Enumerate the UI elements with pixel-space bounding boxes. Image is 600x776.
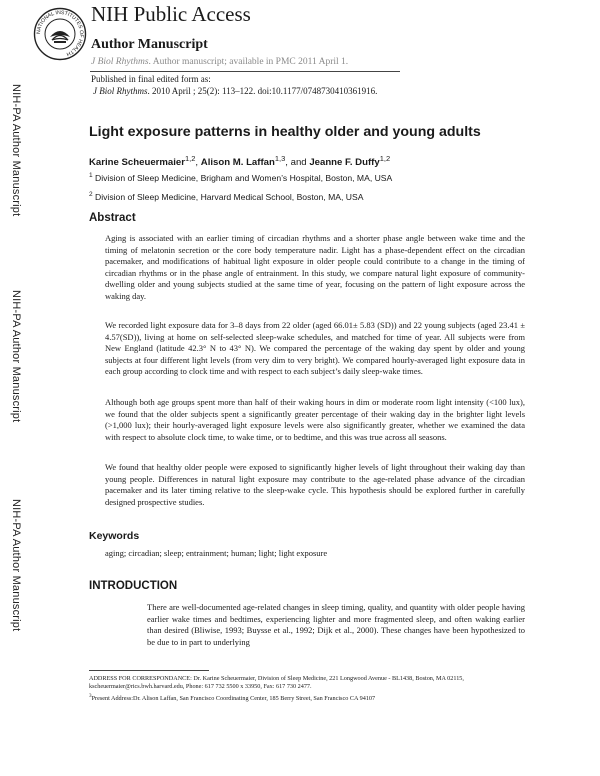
introduction-heading: INTRODUCTION: [89, 580, 178, 592]
abstract-paragraph: We recorded light exposure data for 3–8 days from 22 older (aged 66.01± 5.83 (SD)) and 22 young subjects (aged 23.41 ± 4.57(SD)), living at home on self-selected sleep-wake schedules, and matched for time of year. All subjects were from New England (latitude 42.3° N to 43° N). We compared the percentage of the waking day spent by older and young subjects at four different light levels (from very dim to very bright). We compared hourly-averaged light exposure data in each group according to clock time and with respect to each subject’s daily sleep-wake times.: [105, 320, 525, 377]
abstract-paragraph: Aging is associated with an earlier timing of circadian rhythms and a shorter phase angle between wake time and the timing of melatonin secretion or the core body temperature nadir. Light has a phase-dependent effect on the circadian pacemaker, and modifications of habitual light exposure in older people could contribute to a change in the timing of circadian rhythms or in the phase angle of entrainment. In this study, we compare natural light exposure of community-dwelling older and young subjects studied at the same time of year, focusing on the pattern of light exposure across the waking day.: [105, 233, 525, 301]
affiliation-text: Division of Sleep Medicine, Brigham and Women’s Hospital, Boston, MA, USA: [92, 172, 393, 183]
keywords-text: aging; circadian; sleep; entrainment; human; light; light exposure: [105, 548, 328, 558]
article-title: Light exposure patterns in healthy older and young adults: [89, 124, 481, 140]
affiliation-marker: 2: [89, 191, 93, 198]
author-affiliation-marker: 1,2: [379, 154, 391, 163]
nih-public-access-title: NIH Public Access: [91, 2, 251, 26]
footnote-divider: [89, 670, 209, 671]
present-address-footnote: [89, 692, 529, 703]
abstract-paragraph: Although both age groups spent more than half of their waking hours in dim or moderate room light intensity (<100 lux), we found that the older subjects spent a significantly greater percentage of their waking day in the brighter light levels (>1,000 lux); their hourly-averaged light exposure levels were also significantly greater, whether we examined the data with respect to absolute clock time, to wake time, or to bedtime, and this was true across all seasons.: [105, 397, 525, 442]
published-label: Published in final edited form as:: [91, 74, 211, 84]
affiliation: [89, 191, 363, 202]
availability-note: [91, 57, 348, 67]
citation-journal: J Biol Rhythms: [93, 86, 148, 96]
author-name: Karine Scheuermaier: [89, 157, 185, 169]
author-affiliation-marker: 1,3: [274, 154, 286, 163]
nih-logo-icon: [33, 7, 87, 61]
abstract-heading: Abstract: [89, 212, 136, 224]
citation: [93, 86, 377, 96]
keywords-heading: Keywords: [89, 530, 140, 542]
present-address-text: Present Address:Dr. Alison Laffan, San Francisco Coordinating Center, 185 Berry Street, San Francisco CA 94107: [91, 695, 376, 703]
sidebar-label: NIH-PA Author Manuscript: [10, 499, 22, 632]
footnote-marker: 3: [89, 693, 92, 699]
affiliation-text: Division of Sleep Medicine, Harvard Medical School, Boston, MA, USA: [92, 191, 364, 202]
abstract-paragraph: We found that healthy older people were exposed to significantly higher levels of light throughout their waking day than young people. Differences in natural light exposure may contribute to the age-related phase advance of the circadian pacemaker and its later timing relative to the sleep-wake cycle. This hypothesis should be explored further in carefully designed prospective studies.: [105, 462, 525, 507]
author-manuscript-label: Author Manuscript: [91, 37, 208, 52]
header-divider: [90, 71, 400, 72]
svg-text:NATIONAL INSTITUTES OF HEALTH: NATIONAL INSTITUTES OF HEALTH: [35, 9, 85, 57]
affiliation: [89, 172, 392, 183]
citation-details: . 2010 April ; 25(2): 113–122. doi:10.1177/0748730410361916.: [147, 86, 378, 96]
journal-abbrev: J Biol Rhythms: [91, 57, 149, 67]
sidebar-label: NIH-PA Author Manuscript: [10, 290, 22, 423]
sidebar-label: NIH-PA Author Manuscript: [10, 84, 22, 217]
availability-text: . Author manuscript; available in PMC 2011 April 1.: [148, 57, 349, 67]
author-list: [89, 154, 390, 168]
author-name: Jeanne F. Duffy: [309, 157, 380, 169]
author-affiliation-marker: 1,2: [184, 154, 196, 163]
affiliation-marker: 1: [89, 172, 93, 179]
author-name: Alison M. Laffan: [200, 157, 275, 169]
introduction-paragraph: There are well-documented age-related changes in sleep timing, quality, and quantity with older people having earlier wake times and bedtimes, experiencing lighter and more fragmented sleep, and often waking earlier than desired (Bliwise, 1993; Buysse et al., 1992; Dijk et al., 2000). These changes have been hypothesized to be due to in part to underlying: [147, 602, 525, 647]
author-separator: ,: [195, 157, 201, 169]
correspondence-footnote: ADDRESS FOR CORRESPONDANCE: Dr. Karine Scheuermaier, Division of Sleep Medicine, 221 Longwood Avenue - BL1438, Boston, MA 02115, kscheuermaier@rics.bwh.harvard.edu, Phone: 617 732 5500 x 33950, Fax: 617 730 2477.: [89, 675, 464, 690]
author-separator: , and: [285, 157, 310, 169]
